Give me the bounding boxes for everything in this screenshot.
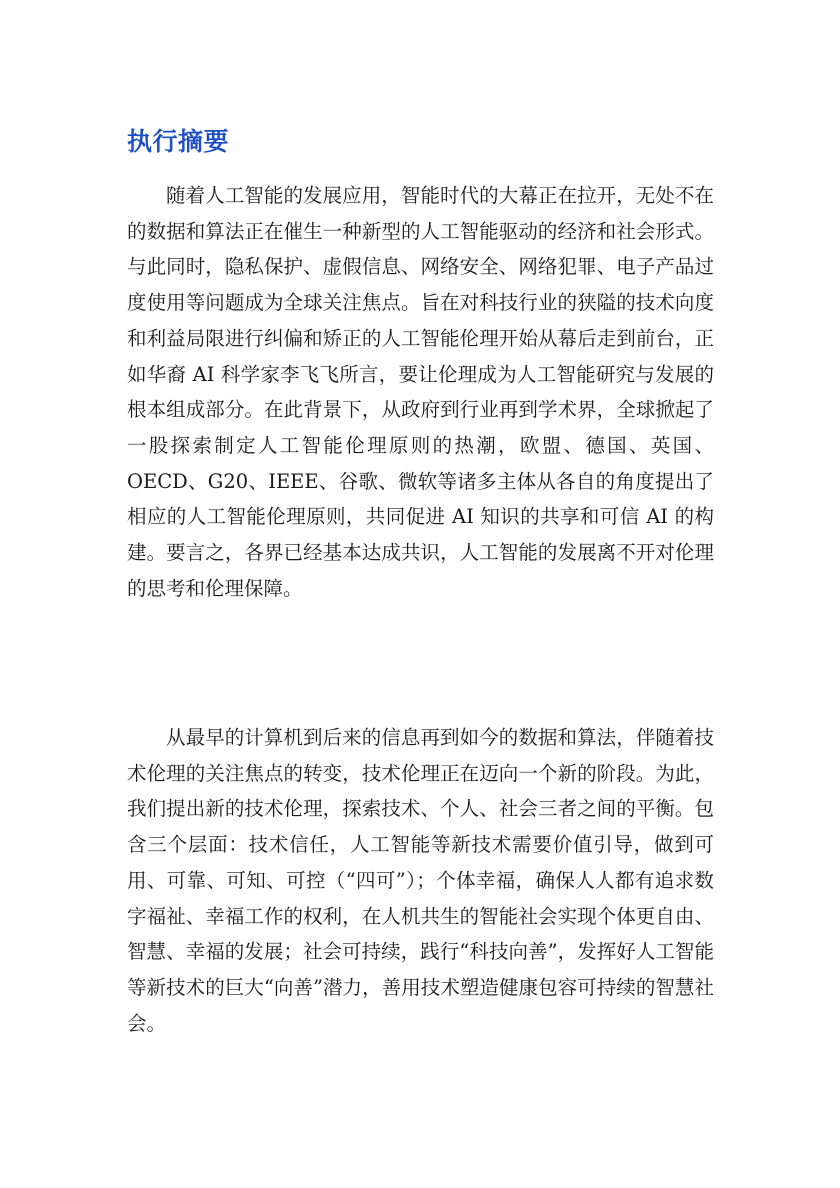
section-heading: 执行摘要 [127,127,230,156]
paragraph-2: 从最早的计算机到后来的信息再到如今的数据和算法，伴随着技术伦理的关注焦点的转变，技术伦理正在迈向一个新的阶段。为此，我们提出新的技术伦理，探索技术、个人、社会三者之间的平衡。包含三个层面：技术信任，人工智能等新技术需要价值引导，做到可用、可靠、可知、可控（“四可”）；个体幸福，确保人人都有追求数字福祉、幸福工作的权利，在人机共生的智能社会实现个体更自由、智慧、幸福的发展；社会可持续，践行“科技向善”，发挥好人工智能等新技术的巨大“向善”潜力，善用技术塑造健康包容可持续的智慧社会。 [127,726,714,1035]
paragraph-1: 随着人工智能的发展应用，智能时代的大幕正在拉开，无处不在的数据和算法正在催生一种新型的人工智能驱动的经济和社会形式。与此同时，隐私保护、虚假信息、网络安全、网络犯罪、电子产品过度使用等问题成为全球关注焦点。旨在对科技行业的狭隘的技术向度和利益局限进行纠偏和矫正的人工智能伦理开始从幕后走到前台，正如华裔 AI 科学家李飞飞所言，要让伦理成为人工智能研究与发展的根本组成部分。在此背景下，从政府到行业再到学术界，全球掀起了一股探索制定人工智能伦理原则的热潮，欧盟、德国、英国、OECD、G20、IEEE、谷歌、微软等诸多主体从各自的角度提出了相应的人工智能伦理原则，共同促进 AI 知识的共享和可信 AI 的构建。要言之，各界已经基本达成共识，人工智能的发展离不开对伦理的思考和伦理保障。 [127,184,714,600]
